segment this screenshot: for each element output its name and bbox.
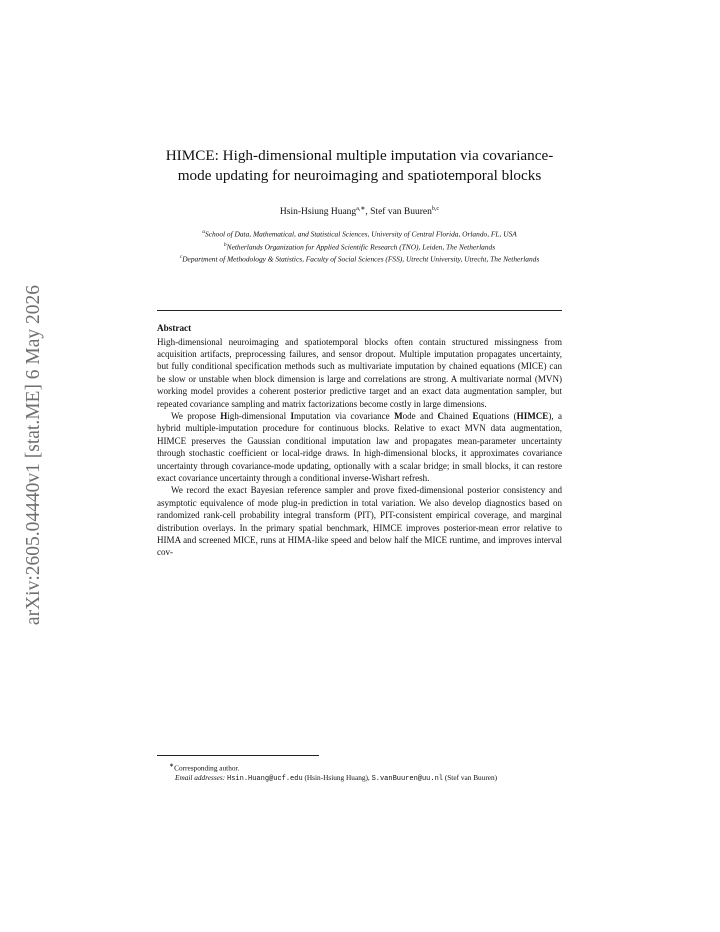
affiliation-item: $^b$Netherlands Organization for Applied Scientific Research (TNO), Leiden, The Netherlands (223, 241, 496, 252)
email-addresses-note: Email addresses: Hsin.Huang@ucf.edu (Hsin-Hsiung Huang), S.vanBuuren@uu.nl (Stef van Buuren) (175, 773, 498, 784)
affiliation-item: $^a$School of Data, Mathematical, and Statistical Sciences, University of Central Florida, Orlando, FL, USA (202, 229, 517, 239)
author-name: Stef van Buuren (370, 207, 432, 218)
email-link[interactable]: S.vanBuuren@uu.nl (371, 775, 443, 784)
footnote-rule (157, 755, 319, 756)
affiliations (157, 227, 562, 264)
abstract-paragraph: High-dimensional neuroimaging and spatiotemporal blocks often contain structured missingness from acquisition artifacts, preprocessing failures, and sensor dropout. Multiple imputation propagates uncertainty, but fully conditional specification methods such as multivariate imputation by chained equations (MICE) can be slow or unstable when block dimension is large and correlations are strong. A multivariate normal (MVN) working model provides a coherent posterior predictive target and an exact data augmentation sampler, but repeated covariance sampling and matrix factorizations become costly in large dimensions. (157, 336, 562, 409)
arxiv-sidebar-stamp (14, 255, 54, 655)
affiliation-item: $^c$Department of Methodology & Statistics, Faculty of Social Sciences (FSS), Utrecht University, Utrecht, The Netherlands (179, 254, 540, 264)
corresponding-author-note: ∗Corresponding author. (169, 763, 240, 773)
author-name: Hsin-Hsiung Huang (279, 207, 357, 218)
author-list (157, 205, 562, 217)
abstract-top-rule (157, 310, 562, 311)
arxiv-identifier: arXiv:2605.04440v1 [stat.ME] 6 May 2026 (23, 284, 44, 626)
email-link[interactable]: Hsin.Huang@ucf.edu (227, 775, 303, 784)
abstract-heading: Abstract (157, 322, 192, 333)
paper-page (157, 0, 562, 559)
abstract-paragraph: We propose High-dimensional Imputation via covariance Mode and Chained Equations (HIMCE), a hybrid multiple-imputation procedure for continuous blocks. Relative to exact MVN data augmentation, HIMCE preserves the Gaussian conditional imputation law and propagates mean-parameter uncertainty through stochastic coefficient or local-ridge draws. In high-dimensional blocks, it approximates covariance uncertainty through covariance-mode updating, optionally with a scalar bridge; in small blocks, it can restore exact covariance uncertainty through a conditional inverse-Wishart refresh. (157, 411, 562, 484)
author-affil-mark: a,∗ (356, 206, 366, 212)
paper-title: HIMCE: High-dimensional multiple imputation via covariance-mode updating for neuroimaging and spatiotemporal blocks (165, 147, 554, 184)
author-affil-mark: b,c (431, 206, 440, 212)
abstract-section (157, 323, 562, 559)
author-separator: , (365, 207, 371, 218)
footnotes (157, 761, 562, 784)
abstract-paragraph: We record the exact Bayesian reference sampler and prove fixed-dimensional posterior consistency and asymptotic equivalence of mode plug-in prediction in total variation. We also develop diagnostics based on randomized rank-cell probability integral transform (PIT), PIT-consistent empirical coverage, and marginal distribution overlays. In the primary spatial benchmark, HIMCE improves posterior-mean error relative to HIMA and screened MICE, runs at HIMA-like speed and below half the MICE runtime, and improves interval cov- (157, 485, 562, 558)
